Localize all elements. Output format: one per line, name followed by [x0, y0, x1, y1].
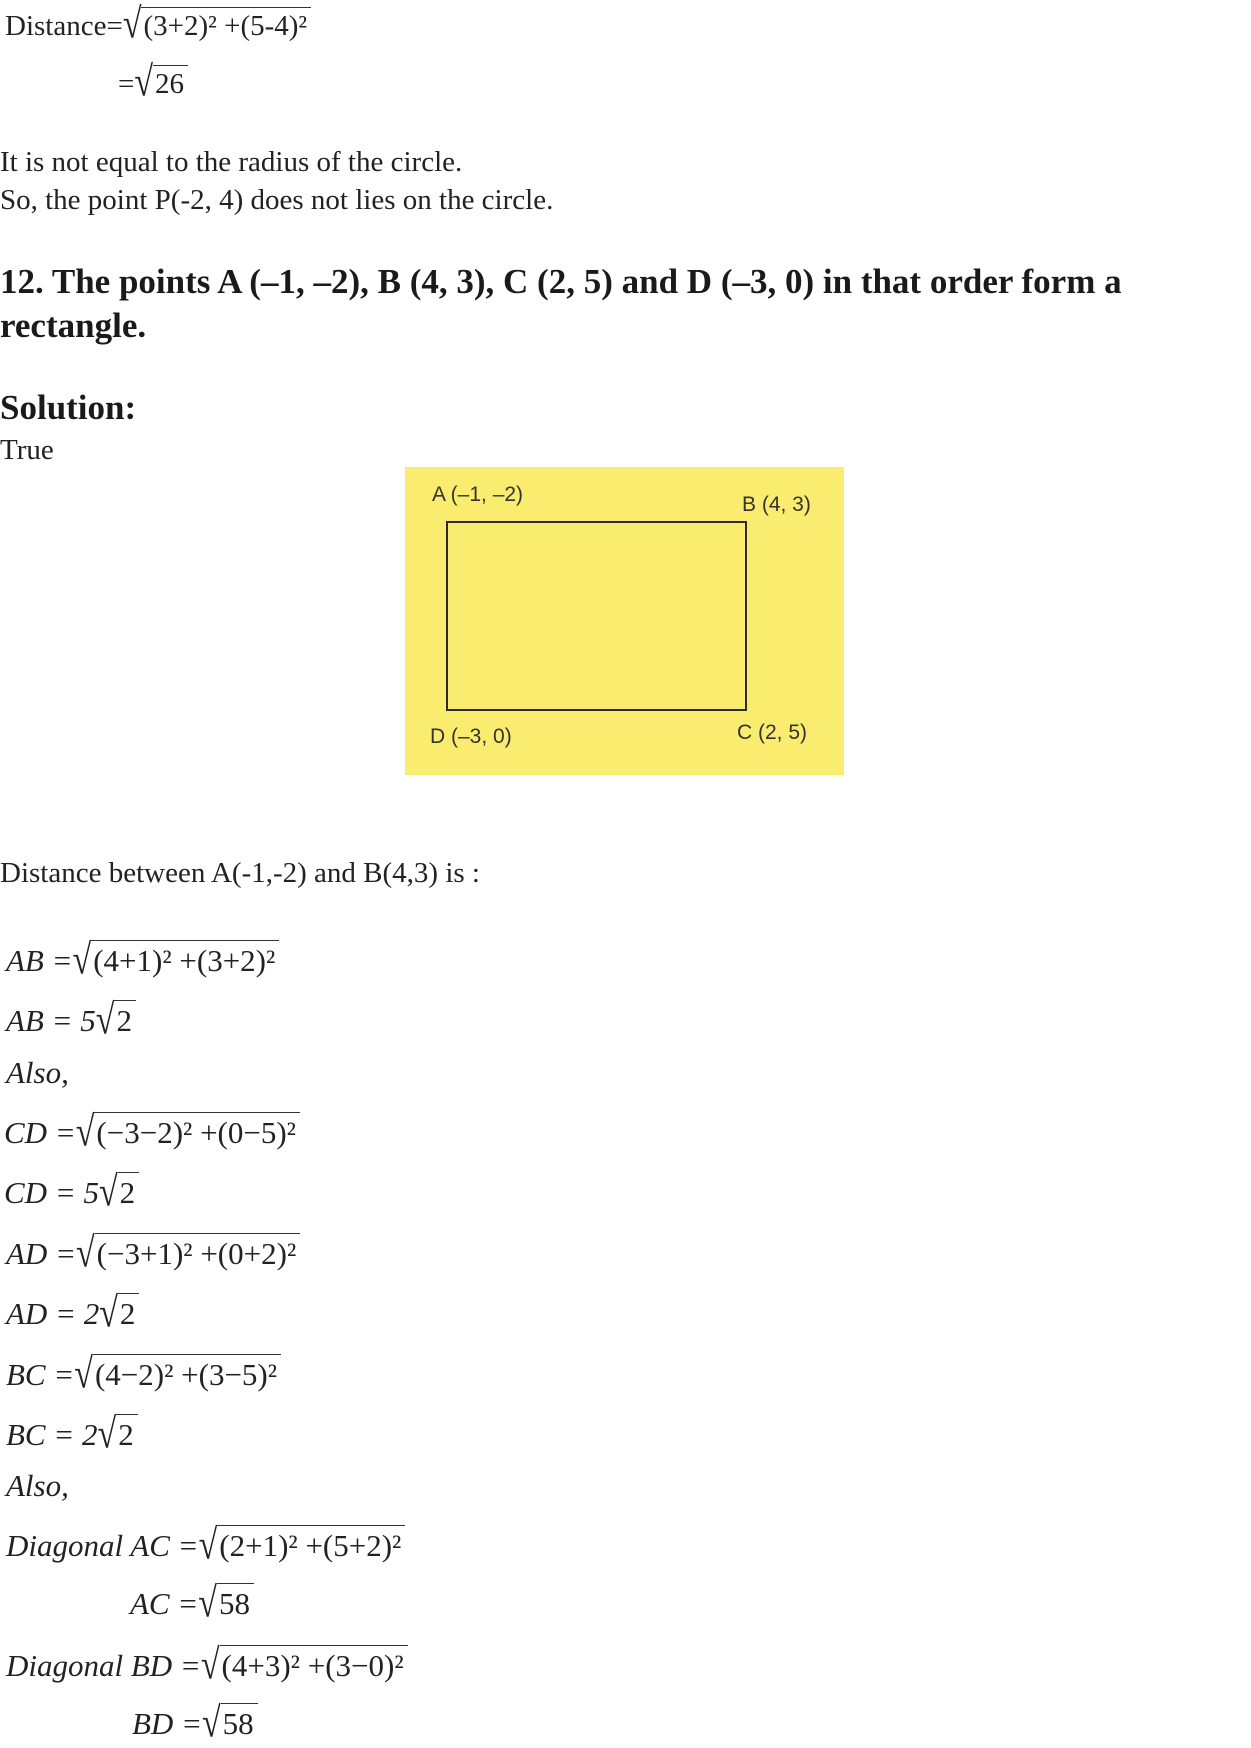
radicand: (−3+1)² +(0+2)² — [95, 1233, 301, 1272]
radicand: (4−2)² +(3−5)² — [93, 1354, 281, 1393]
equation-bc — [6, 1351, 281, 1398]
lhs: AD = — [6, 1236, 76, 1271]
radicand: 2 — [114, 1000, 136, 1039]
statement-line-2: So, the point P(-2, 4) does not lies on the circle. — [0, 184, 554, 216]
radicand: 58 — [217, 1583, 254, 1622]
label-point-a: A (–1, –2) — [432, 483, 524, 506]
lhs: AD = 2 — [6, 1296, 100, 1331]
sqrt-symbol: √2 — [99, 1172, 139, 1212]
rectangle-figure — [405, 467, 844, 775]
equation-bc-result — [6, 1411, 138, 1458]
sqrt-symbol: √(2+1)² +(5+2)² — [199, 1525, 406, 1565]
equation-bd — [6, 1642, 408, 1689]
sqrt-symbol: √(−3−2)² +(0−5)² — [76, 1112, 300, 1152]
equation-cd — [4, 1109, 300, 1156]
distance-intro: Distance between A(-1,-2) and B(4,3) is : — [0, 857, 480, 889]
radicand: (4+3)² +(3−0)² — [220, 1645, 408, 1684]
statement-line-1: It is not equal to the radius of the circle. — [0, 146, 463, 178]
radicand: (−3−2)² +(0−5)² — [94, 1112, 300, 1151]
equals-sign: = — [118, 68, 135, 100]
lhs: AB = — [6, 943, 73, 978]
distance-label: Distance= — [5, 10, 123, 42]
also-text: Also, — [6, 1468, 69, 1503]
sqrt-symbol: √26 — [134, 64, 188, 102]
solution-answer: True — [0, 434, 54, 466]
equation-ab-result — [6, 997, 136, 1044]
sqrt-symbol: √(−3+1)² +(0+2)² — [76, 1233, 300, 1273]
distance-expression: (3+2)² +(5-4)² — [141, 7, 311, 43]
radicand: (4+1)² +(3+2)² — [91, 940, 279, 979]
sqrt-symbol: √2 — [99, 1293, 139, 1333]
solution-heading: Solution: — [0, 388, 137, 427]
question-line-2: rectangle. — [0, 306, 147, 345]
label-point-c: C (2, 5) — [737, 721, 808, 744]
label-point-d: D (–3, 0) — [430, 725, 512, 748]
radicand: 58 — [221, 1703, 258, 1742]
radicand: (2+1)² +(5+2)² — [217, 1525, 405, 1564]
sqrt-symbol: √(4+3)² +(3−0)² — [201, 1645, 408, 1685]
sqrt-symbol: √58 — [202, 1703, 258, 1743]
also-text: Also, — [6, 1055, 69, 1090]
distance-result-value: 26 — [153, 65, 188, 101]
distance-equation — [5, 1, 311, 48]
equation-cd-result — [4, 1169, 139, 1216]
radicand: 2 — [118, 1172, 140, 1211]
sqrt-symbol: √58 — [198, 1583, 254, 1623]
lhs: BD = — [132, 1706, 202, 1741]
distance-result — [118, 59, 188, 106]
equation-ad — [6, 1230, 300, 1277]
equation-ab — [6, 937, 279, 984]
radicand: 2 — [116, 1414, 138, 1453]
sqrt-symbol: √2 — [98, 1414, 138, 1454]
lhs: CD = 5 — [4, 1175, 99, 1210]
equation-bd-result — [132, 1700, 258, 1747]
equation-ac — [6, 1522, 405, 1569]
sqrt-symbol: √2 — [96, 1000, 136, 1040]
lhs: Diagonal AC = — [6, 1528, 199, 1563]
equation-ad-result — [6, 1290, 139, 1337]
rectangle-abcd — [446, 521, 747, 711]
equation-ac-result — [130, 1580, 254, 1627]
lhs: AC = — [130, 1586, 199, 1621]
sqrt-symbol: √(4−2)² +(3−5)² — [74, 1354, 281, 1394]
label-point-b: B (4, 3) — [742, 493, 811, 516]
question-line-1: 12. The points A (–1, –2), B (4, 3), C (2, 5) and D (–3, 0) in that order form a — [0, 262, 1122, 301]
sqrt-symbol: √(4+1)² +(3+2)² — [73, 940, 280, 980]
radicand: 2 — [118, 1293, 140, 1332]
lhs: BC = — [6, 1357, 75, 1392]
lhs: AB = 5 — [6, 1003, 96, 1038]
sqrt-symbol: √(3+2)² +(5-4)² — [123, 6, 311, 44]
lhs: CD = — [4, 1115, 76, 1150]
lhs: BC = 2 — [6, 1417, 98, 1452]
lhs: Diagonal BD = — [6, 1648, 201, 1683]
